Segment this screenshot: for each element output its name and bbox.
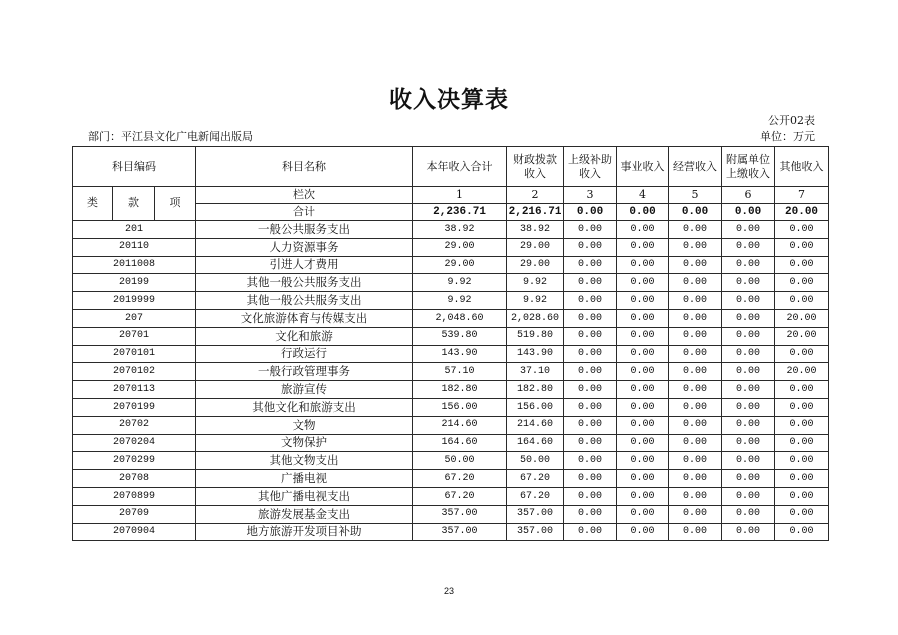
row-value: 20.00 [775,309,829,327]
row-value: 0.00 [564,416,617,434]
subject-code: 20199 [73,274,196,292]
row-value: 0.00 [669,452,722,470]
subject-name: 其他一般公共服务支出 [196,274,413,292]
row-value: 0.00 [669,238,722,256]
subject-name: 其他一般公共服务支出 [196,292,413,310]
subject-code: 20110 [73,238,196,256]
row-value: 0.00 [564,381,617,399]
row-value: 0.00 [775,523,829,541]
row-value: 0.00 [564,523,617,541]
subject-name: 文化旅游体育与传媒支出 [196,309,413,327]
subject-code: 20708 [73,470,196,488]
row-value: 0.00 [564,309,617,327]
row-value: 9.92 [507,274,564,292]
subject-name: 引进人才费用 [196,256,413,274]
row-value: 0.00 [564,470,617,488]
row-value: 0.00 [564,452,617,470]
row-value: 0.00 [722,487,775,505]
row-value: 357.00 [507,523,564,541]
column-index-label: 栏次 [196,187,413,204]
row-value: 0.00 [722,398,775,416]
total-value: 20.00 [775,204,829,221]
row-value: 9.92 [413,292,507,310]
row-value: 0.00 [564,221,617,239]
table-row [73,309,829,327]
column-header: 其他收入 [775,147,829,187]
row-value: 0.00 [775,470,829,488]
row-value: 0.00 [775,452,829,470]
column-header: 本年收入合计 [413,147,507,187]
row-value: 182.80 [507,381,564,399]
table-row [73,274,829,292]
row-value: 0.00 [775,274,829,292]
row-value: 0.00 [722,505,775,523]
subject-name: 其他文物支出 [196,452,413,470]
subject-code: 2070101 [73,345,196,363]
row-value: 0.00 [669,256,722,274]
column-index: 1 [413,187,507,204]
table-row [73,505,829,523]
subject-code-header: 科目编码 [73,147,196,187]
table-row [73,470,829,488]
row-value: 38.92 [413,221,507,239]
table-row [73,256,829,274]
row-value: 0.00 [722,327,775,345]
row-value: 0.00 [669,523,722,541]
row-value: 0.00 [617,381,669,399]
table-row [73,238,829,256]
row-value: 0.00 [775,416,829,434]
department-label: 部门：平江县文化广电新闻出版局 [88,130,253,143]
row-value: 50.00 [413,452,507,470]
row-value: 0.00 [617,345,669,363]
row-value: 9.92 [413,274,507,292]
subject-name-header: 科目名称 [196,147,413,187]
subject-name: 一般公共服务支出 [196,221,413,239]
column-header: 上级补助 收入 [564,147,617,187]
row-value: 0.00 [617,416,669,434]
column-index: 5 [669,187,722,204]
row-value: 0.00 [564,487,617,505]
row-value: 0.00 [564,363,617,381]
table-row [73,416,829,434]
row-value: 0.00 [564,292,617,310]
table-row [73,292,829,310]
subject-code: 20702 [73,416,196,434]
column-header: 经营收入 [669,147,722,187]
row-value: 67.20 [507,470,564,488]
total-value: 2,236.71 [413,204,507,221]
row-value: 0.00 [617,470,669,488]
row-value: 29.00 [413,256,507,274]
row-value: 0.00 [669,327,722,345]
page-number: 23 [443,586,454,596]
subject-code: 2070199 [73,398,196,416]
row-value: 0.00 [669,505,722,523]
table-body [73,221,829,541]
row-value: 0.00 [722,345,775,363]
row-value: 182.80 [413,381,507,399]
table-row [73,452,829,470]
table-row [73,363,829,381]
row-value: 0.00 [775,381,829,399]
row-value: 57.10 [413,363,507,381]
header-row [73,147,829,187]
row-value: 143.90 [413,345,507,363]
row-value: 0.00 [775,238,829,256]
subject-code: 20709 [73,505,196,523]
subject-code: 2070102 [73,363,196,381]
table-row [73,221,829,239]
row-value: 20.00 [775,363,829,381]
table-row [73,487,829,505]
row-value: 0.00 [775,505,829,523]
column-header: 财政拨款 收入 [507,147,564,187]
row-value: 0.00 [564,238,617,256]
row-value: 357.00 [413,523,507,541]
column-header: 事业收入 [617,147,669,187]
row-value: 0.00 [722,309,775,327]
row-value: 214.60 [507,416,564,434]
row-value: 0.00 [564,505,617,523]
row-value: 0.00 [669,434,722,452]
row-value: 0.00 [669,398,722,416]
total-value: 0.00 [564,204,617,221]
row-value: 50.00 [507,452,564,470]
subject-name: 旅游宣传 [196,381,413,399]
row-value: 0.00 [669,416,722,434]
row-value: 0.00 [669,345,722,363]
row-value: 0.00 [564,256,617,274]
row-value: 0.00 [617,238,669,256]
row-value: 519.80 [507,327,564,345]
row-value: 0.00 [722,363,775,381]
row-value: 0.00 [617,487,669,505]
unit-label: 单位：万元 [760,130,815,143]
row-value: 0.00 [564,327,617,345]
column-header: 附属单位 上缴收入 [722,147,775,187]
row-value: 37.10 [507,363,564,381]
row-value: 0.00 [669,274,722,292]
subject-code: 2019999 [73,292,196,310]
subject-name: 其他广播电视支出 [196,487,413,505]
row-value: 20.00 [775,327,829,345]
row-value: 0.00 [722,238,775,256]
row-value: 0.00 [617,274,669,292]
subject-name: 文物 [196,416,413,434]
row-value: 143.90 [507,345,564,363]
subject-name: 广播电视 [196,470,413,488]
row-value: 0.00 [617,256,669,274]
row-value: 214.60 [413,416,507,434]
subject-code: 20701 [73,327,196,345]
row-value: 2,048.60 [413,309,507,327]
income-statement-table [72,146,829,541]
row-value: 0.00 [617,398,669,416]
row-value: 67.20 [413,487,507,505]
subject-name: 行政运行 [196,345,413,363]
form-number: 公开02表 [768,114,815,127]
subject-name: 地方旅游开发项目补助 [196,523,413,541]
row-value: 0.00 [669,381,722,399]
row-value: 0.00 [617,505,669,523]
row-value: 0.00 [722,221,775,239]
table-row [73,327,829,345]
row-value: 0.00 [722,434,775,452]
row-value: 0.00 [617,363,669,381]
row-value: 0.00 [564,398,617,416]
row-value: 29.00 [507,256,564,274]
row-value: 0.00 [564,274,617,292]
table-row [73,381,829,399]
row-value: 0.00 [722,381,775,399]
row-value: 0.00 [617,292,669,310]
table-row [73,398,829,416]
subject-name: 文化和旅游 [196,327,413,345]
row-value: 357.00 [507,505,564,523]
subject-code: 2070299 [73,452,196,470]
row-value: 0.00 [775,256,829,274]
row-value: 0.00 [722,523,775,541]
row-value: 0.00 [564,345,617,363]
row-value: 0.00 [617,434,669,452]
total-value: 0.00 [722,204,775,221]
row-value: 9.92 [507,292,564,310]
section-header: 款 [113,187,155,221]
row-value: 0.00 [775,434,829,452]
row-value: 164.60 [507,434,564,452]
table-row [73,523,829,541]
row-value: 156.00 [507,398,564,416]
subject-code: 2011008 [73,256,196,274]
row-value: 0.00 [617,523,669,541]
row-value: 67.20 [507,487,564,505]
subject-code: 207 [73,309,196,327]
column-index: 6 [722,187,775,204]
subject-code: 2070899 [73,487,196,505]
subject-name: 一般行政管理事务 [196,363,413,381]
row-value: 0.00 [775,345,829,363]
table-row [73,434,829,452]
column-index: 4 [617,187,669,204]
row-value: 0.00 [564,434,617,452]
row-value: 0.00 [722,416,775,434]
column-index: 3 [564,187,617,204]
row-value: 29.00 [413,238,507,256]
row-value: 2,028.60 [507,309,564,327]
subject-name: 旅游发展基金支出 [196,505,413,523]
row-value: 0.00 [617,452,669,470]
table-row [73,345,829,363]
row-value: 38.92 [507,221,564,239]
total-value: 0.00 [617,204,669,221]
row-value: 0.00 [669,487,722,505]
row-value: 0.00 [617,309,669,327]
subject-code: 2070113 [73,381,196,399]
column-index-row [73,187,829,204]
total-value: 2,216.71 [507,204,564,221]
row-value: 156.00 [413,398,507,416]
row-value: 0.00 [669,221,722,239]
row-value: 0.00 [722,274,775,292]
row-value: 0.00 [617,221,669,239]
column-index: 2 [507,187,564,204]
row-value: 0.00 [669,309,722,327]
column-index: 7 [775,187,829,204]
row-value: 0.00 [775,487,829,505]
row-value: 29.00 [507,238,564,256]
row-value: 164.60 [413,434,507,452]
row-value: 0.00 [722,292,775,310]
row-value: 0.00 [669,292,722,310]
row-value: 0.00 [669,470,722,488]
total-value: 0.00 [669,204,722,221]
subject-code: 201 [73,221,196,239]
row-value: 0.00 [669,363,722,381]
row-value: 0.00 [722,256,775,274]
row-value: 0.00 [775,398,829,416]
subject-name: 人力资源事务 [196,238,413,256]
page-title: 收入决算表 [389,86,509,113]
row-value: 357.00 [413,505,507,523]
subject-code: 2070904 [73,523,196,541]
category-header: 类 [73,187,113,221]
row-value: 0.00 [617,327,669,345]
row-value: 0.00 [775,292,829,310]
row-value: 0.00 [722,452,775,470]
item-header: 项 [155,187,196,221]
row-value: 67.20 [413,470,507,488]
row-value: 0.00 [775,221,829,239]
row-value: 0.00 [722,470,775,488]
subject-name: 其他文化和旅游支出 [196,398,413,416]
total-label: 合计 [196,204,413,221]
row-value: 539.80 [413,327,507,345]
subject-code: 2070204 [73,434,196,452]
subject-name: 文物保护 [196,434,413,452]
